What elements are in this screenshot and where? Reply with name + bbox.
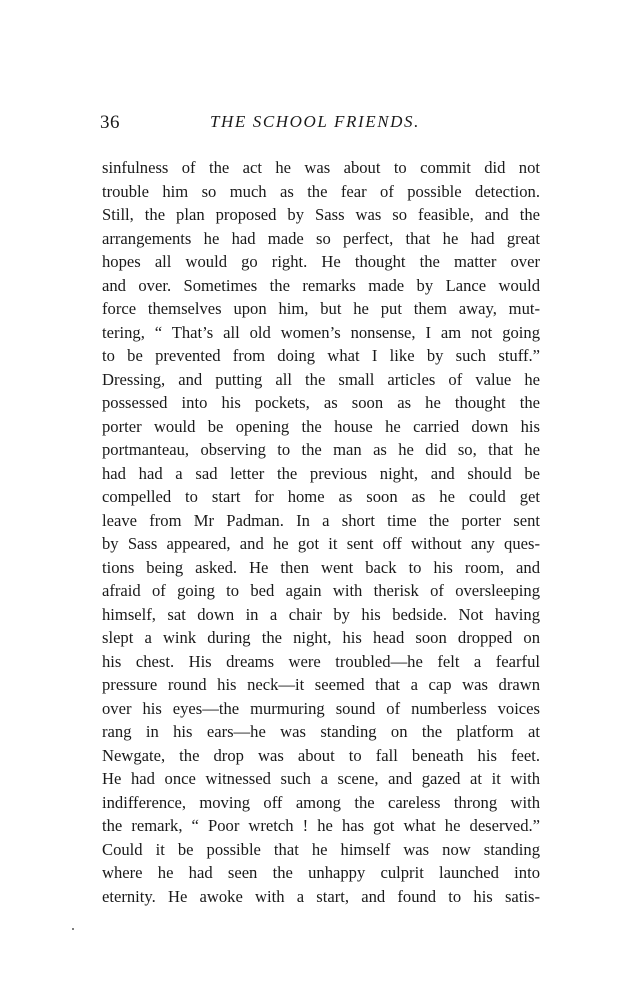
- text-line: porter would be opening the house he carried down his: [102, 416, 540, 436]
- running-title: THE SCHOOL FRIENDS.: [210, 112, 421, 131]
- text-line: pressure round his neck—it seemed that a cap was drawn: [102, 675, 540, 694]
- text-line: portmanteau, observing to the man as he did so, that he: [102, 440, 540, 459]
- text-line: arrangements he had made so perfect, that he had great: [102, 228, 540, 248]
- text-line: his chest. His dreams were troubled—he felt a fearful: [102, 651, 540, 671]
- text-line: the remark, “ Poor wretch ! he has got what he deserved.”: [102, 816, 540, 835]
- text-line: to be prevented from doing what I like by such stuff.”: [102, 346, 540, 365]
- text-line: Could it be possible that he himself was now standing: [102, 839, 540, 859]
- text-line: trouble him so much as the fear of possible detection.: [102, 181, 540, 201]
- text-line: tering, “ That’s all old women’s nonsense, I am not going: [102, 322, 540, 342]
- text-line: tions being asked. He then went back to his room, and: [102, 557, 540, 577]
- text-line: sinfulness of the act he was about to commit did not: [102, 158, 540, 177]
- text-line: Newgate, the drop was about to fall beneath his feet.: [102, 745, 540, 765]
- text-line: rang in his ears—he was standing on the platform at: [102, 722, 540, 741]
- text-line: leave from Mr Padman. In a short time the porter sent: [102, 510, 540, 530]
- text-line: He had once witnessed such a scene, and gazed at it with: [102, 769, 540, 788]
- page-header: [100, 112, 540, 138]
- text-line: indifference, moving off among the careless throng with: [102, 792, 540, 812]
- text-line: over his eyes—the murmuring sound of numberless voices: [102, 698, 540, 718]
- text-line: Dressing, and putting all the small articles of value he: [102, 369, 540, 389]
- text-line: eternity. He awoke with a start, and found to his satis-: [102, 886, 540, 906]
- text-line: and over. Sometimes the remarks made by Lance would: [102, 275, 540, 295]
- text-line: had had a sad letter the previous night, and should be: [102, 463, 540, 483]
- body-text: [102, 156, 540, 908]
- page-number: 36: [100, 112, 120, 133]
- text-line: slept a wink during the night, his head soon dropped on: [102, 628, 540, 647]
- text-line: compelled to start for home as soon as he could get: [102, 487, 540, 506]
- text-line: where he had seen the unhappy culprit launched into: [102, 863, 540, 882]
- paper-speck: [72, 928, 74, 930]
- text-line: Still, the plan proposed by Sass was so feasible, and the: [102, 205, 540, 224]
- text-line: hopes all would go right. He thought the matter over: [102, 252, 540, 271]
- text-line: possessed into his pockets, as soon as he thought the: [102, 393, 540, 412]
- text-line: afraid of going to bed again with therisk of oversleeping: [102, 581, 540, 600]
- text-line: by Sass appeared, and he got it sent off without any ques-: [102, 534, 540, 553]
- text-line: force themselves upon him, but he put them away, mut-: [102, 299, 540, 318]
- text-line: himself, sat down in a chair by his bedside. Not having: [102, 604, 540, 624]
